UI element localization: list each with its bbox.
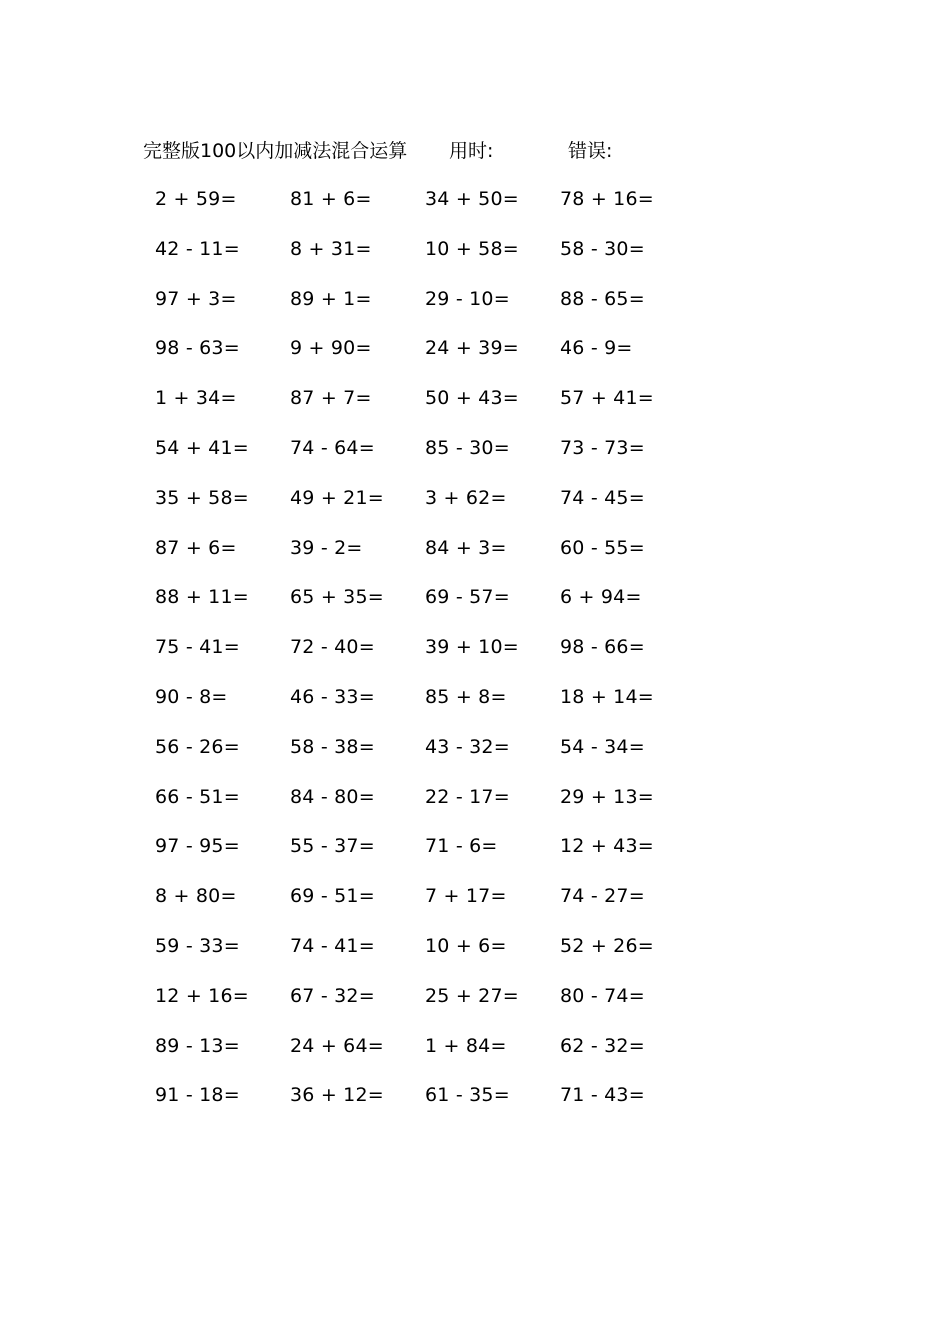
- math-problem: 88 + 11=: [155, 586, 249, 609]
- math-problem: 8 + 31=: [290, 237, 372, 260]
- problem-row: [0, 732, 950, 782]
- math-problem: 87 + 7=: [290, 387, 372, 410]
- problem-row: [0, 184, 950, 234]
- math-problem: 39 + 10=: [425, 636, 519, 659]
- math-problem: 12 + 43=: [560, 835, 654, 858]
- problem-row: [0, 284, 950, 334]
- math-problem: 1 + 84=: [425, 1034, 507, 1057]
- math-problem: 25 + 27=: [425, 984, 519, 1007]
- math-problem: 35 + 58=: [155, 486, 249, 509]
- math-problem: 97 + 3=: [155, 287, 237, 310]
- problem-row: [0, 881, 950, 931]
- math-problem: 8 + 80=: [155, 885, 237, 908]
- math-problem: 24 + 39=: [425, 337, 519, 360]
- math-problem: 91 - 18=: [155, 1084, 240, 1107]
- math-problem: 67 - 32=: [290, 984, 375, 1007]
- math-problem: 71 - 6=: [425, 835, 498, 858]
- math-problem: 78 + 16=: [560, 188, 654, 210]
- math-problem: 69 - 57=: [425, 586, 510, 609]
- math-problem: 24 + 64=: [290, 1034, 384, 1057]
- math-problem: 74 - 64=: [290, 436, 375, 459]
- math-problem: 29 + 13=: [560, 785, 654, 808]
- errors-label: 错误:: [568, 140, 613, 162]
- math-problem: 3 + 62=: [425, 486, 507, 509]
- time-label: 用时:: [449, 140, 494, 162]
- math-problem: 55 - 37=: [290, 835, 375, 858]
- math-problem: 88 - 65=: [560, 287, 645, 310]
- math-problem: 84 - 80=: [290, 785, 375, 808]
- problem-row: [0, 682, 950, 732]
- problem-row: [0, 1080, 950, 1130]
- math-problem: 34 + 50=: [425, 188, 519, 210]
- math-problem: 98 - 63=: [155, 337, 240, 360]
- problem-grid: [0, 184, 950, 1130]
- math-problem: 57 + 41=: [560, 387, 654, 410]
- math-problem: 10 + 6=: [425, 934, 507, 957]
- math-problem: 10 + 58=: [425, 237, 519, 260]
- math-problem: 9 + 90=: [290, 337, 372, 360]
- math-problem: 54 - 34=: [560, 735, 645, 758]
- problem-row: [0, 533, 950, 583]
- math-problem: 87 + 6=: [155, 536, 237, 559]
- math-problem: 42 - 11=: [155, 237, 240, 260]
- math-problem: 60 - 55=: [560, 536, 645, 559]
- problem-row: [0, 931, 950, 981]
- math-problem: 39 - 2=: [290, 536, 363, 559]
- math-problem: 56 - 26=: [155, 735, 240, 758]
- math-problem: 36 + 12=: [290, 1084, 384, 1107]
- math-problem: 54 + 41=: [155, 436, 249, 459]
- math-problem: 1 + 34=: [155, 387, 237, 410]
- math-problem: 58 - 38=: [290, 735, 375, 758]
- problem-row: [0, 582, 950, 632]
- math-problem: 85 - 30=: [425, 436, 510, 459]
- math-problem: 69 - 51=: [290, 885, 375, 908]
- worksheet-title: 完整版100以内加减法混合运算: [143, 140, 408, 162]
- math-problem: 62 - 32=: [560, 1034, 645, 1057]
- math-problem: 65 + 35=: [290, 586, 384, 609]
- math-problem: 43 - 32=: [425, 735, 510, 758]
- problem-row: [0, 234, 950, 284]
- problem-row: [0, 831, 950, 881]
- math-problem: 72 - 40=: [290, 636, 375, 659]
- math-problem: 90 - 8=: [155, 685, 228, 708]
- math-problem: 50 + 43=: [425, 387, 519, 410]
- math-problem: 29 - 10=: [425, 287, 510, 310]
- math-problem: 49 + 21=: [290, 486, 384, 509]
- math-problem: 98 - 66=: [560, 636, 645, 659]
- math-problem: 84 + 3=: [425, 536, 507, 559]
- problem-row: [0, 483, 950, 533]
- math-problem: 89 + 1=: [290, 287, 372, 310]
- math-problem: 73 - 73=: [560, 436, 645, 459]
- math-problem: 59 - 33=: [155, 934, 240, 957]
- math-problem: 46 - 9=: [560, 337, 633, 360]
- math-problem: 81 + 6=: [290, 188, 372, 210]
- math-problem: 89 - 13=: [155, 1034, 240, 1057]
- math-problem: 85 + 8=: [425, 685, 507, 708]
- math-problem: 74 - 27=: [560, 885, 645, 908]
- math-problem: 75 - 41=: [155, 636, 240, 659]
- problem-row: [0, 981, 950, 1031]
- problem-row: [0, 632, 950, 682]
- math-problem: 58 - 30=: [560, 237, 645, 260]
- problem-row: [0, 1031, 950, 1081]
- math-problem: 52 + 26=: [560, 934, 654, 957]
- problem-row: [0, 782, 950, 832]
- math-problem: 71 - 43=: [560, 1084, 645, 1107]
- problem-row: [0, 433, 950, 483]
- math-problem: 97 - 95=: [155, 835, 240, 858]
- math-problem: 22 - 17=: [425, 785, 510, 808]
- math-problem: 2 + 59=: [155, 188, 237, 210]
- math-problem: 74 - 45=: [560, 486, 645, 509]
- math-problem: 66 - 51=: [155, 785, 240, 808]
- math-problem: 7 + 17=: [425, 885, 507, 908]
- math-problem: 18 + 14=: [560, 685, 654, 708]
- math-problem: 61 - 35=: [425, 1084, 510, 1107]
- problem-row: [0, 383, 950, 433]
- math-problem: 12 + 16=: [155, 984, 249, 1007]
- math-problem: 46 - 33=: [290, 685, 375, 708]
- math-problem: 74 - 41=: [290, 934, 375, 957]
- math-problem: 80 - 74=: [560, 984, 645, 1007]
- math-problem: 6 + 94=: [560, 586, 642, 609]
- problem-row: [0, 333, 950, 383]
